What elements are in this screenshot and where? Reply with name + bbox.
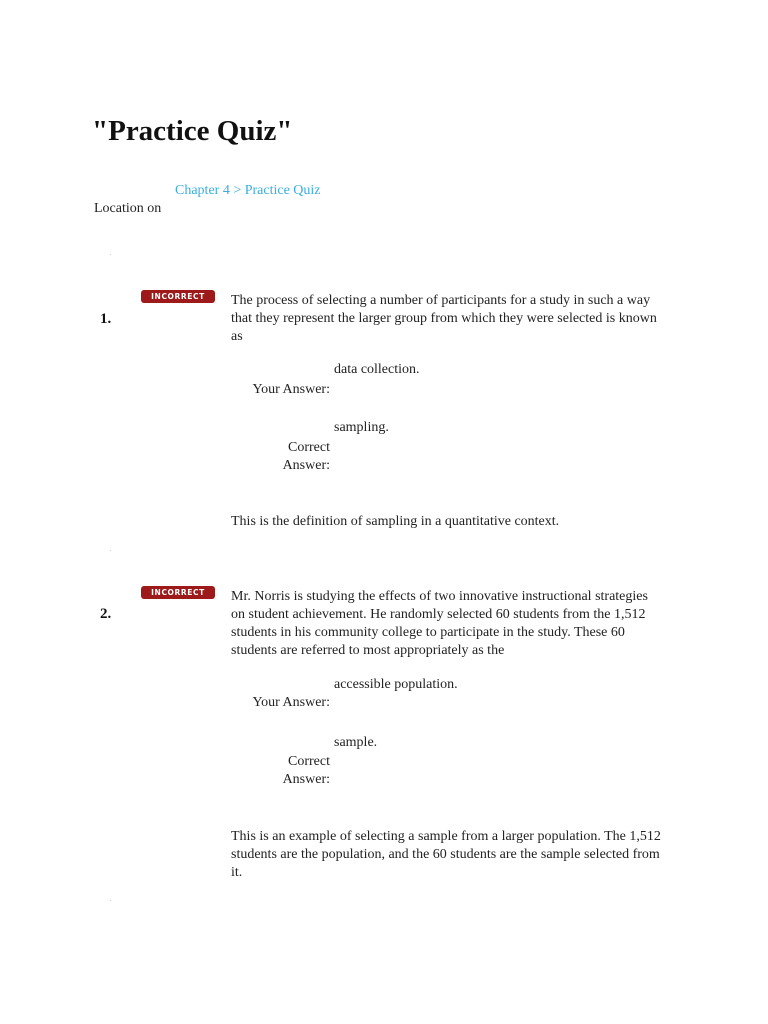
incorrect-badge: INCORRECT	[141, 290, 215, 303]
separator-dot	[110, 900, 111, 901]
page-title: "Practice Quiz"	[92, 115, 293, 147]
your-answer-label: Your Answer:	[252, 695, 330, 710]
separator-dot	[110, 550, 111, 551]
your-answer-value: data collection.	[334, 362, 420, 377]
correct-answer-value: sample.	[334, 735, 378, 750]
correct-answer-label-line2: Answer:	[282, 772, 330, 787]
feedback-text: This is an example of selecting a sample from a larger population. The 1,512 students are the population, and the 60 students are the sample selected from it.	[231, 829, 661, 880]
correct-answer-label-line2: Answer:	[282, 458, 330, 473]
correct-answer-value: sampling.	[334, 420, 389, 435]
your-answer-label: Your Answer:	[252, 382, 330, 397]
correct-answer-label-line1: Correct	[288, 440, 330, 455]
separator-dot	[110, 254, 111, 255]
incorrect-badge: INCORRECT	[141, 586, 215, 599]
correct-answer-label-line1: Correct	[288, 754, 330, 769]
question-number: 2.	[100, 606, 112, 622]
question-number: 1.	[100, 311, 112, 327]
feedback-text: This is the definition of sampling in a quantitative context.	[231, 514, 560, 529]
breadcrumb-link[interactable]: Chapter 4 > Practice Quiz	[175, 183, 321, 198]
question-text: Mr. Norris is studying the effects of two innovative instructional strategies on student achievement. He randomly selected 60 students from the 1,512 students in his community college to participate in the study. These 60 students are referred to most appropriately as the	[231, 589, 648, 658]
your-answer-value: accessible population.	[334, 677, 458, 692]
question-text: The process of selecting a number of participants for a study in such a way that they represent the larger group from which they were selected is known as	[231, 293, 657, 344]
location-label: Location on	[94, 201, 162, 216]
